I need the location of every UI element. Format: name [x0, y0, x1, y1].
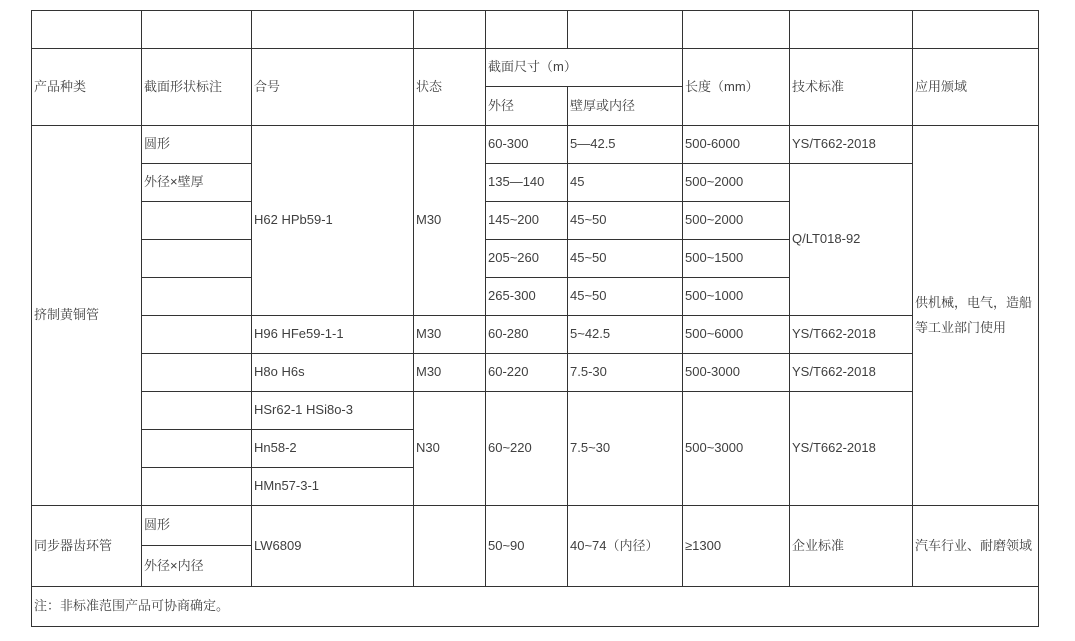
cell-shape-empty	[142, 392, 252, 430]
cell-product: 同步器齿环管	[32, 506, 142, 587]
product-spec-table	[31, 10, 1039, 627]
table-row	[32, 392, 1039, 430]
header-outer-diameter: 外径	[486, 87, 568, 126]
cell-wall: 45~50	[568, 202, 683, 240]
cell-empty	[414, 11, 486, 49]
cell-shape: 外径×内径	[142, 546, 252, 587]
cell-empty	[683, 11, 790, 49]
cell-od: 60~220	[486, 392, 568, 506]
cell-od: 60-280	[486, 316, 568, 354]
cell-length: ≥1300	[683, 506, 790, 587]
cell-shape: 外径×壁厚	[142, 164, 252, 202]
cell-length: 500-6000	[683, 126, 790, 164]
cell-length: 500-3000	[683, 354, 790, 392]
header-state: 状态	[414, 49, 486, 126]
cell-shape-empty	[142, 468, 252, 506]
cell-empty	[790, 11, 913, 49]
cell-grade: LW6809	[252, 506, 414, 587]
cell-empty	[252, 11, 414, 49]
cell-wall: 45~50	[568, 240, 683, 278]
table-row	[32, 316, 1039, 354]
cell-wall: 45~50	[568, 278, 683, 316]
cell-shape: 圆形	[142, 126, 252, 164]
table-row	[32, 164, 1039, 202]
cell-standard: YS/T662-2018	[790, 316, 913, 354]
cell-state: N30	[414, 392, 486, 506]
header-grade: 合号	[252, 49, 414, 126]
table-note-row	[32, 587, 1039, 627]
cell-grade: Hn58-2	[252, 430, 414, 468]
cell-wall: 7.5-30	[568, 354, 683, 392]
cell-application: 汽车行业、耐磨领域	[913, 506, 1039, 587]
header-standard: 技术标准	[790, 49, 913, 126]
cell-length: 500~2000	[683, 164, 790, 202]
cell-wall: 5~42.5	[568, 316, 683, 354]
cell-standard: 企业标准	[790, 506, 913, 587]
cell-standard: Q/LT018-92	[790, 164, 913, 316]
cell-length: 500~3000	[683, 392, 790, 506]
cell-od: 135—140	[486, 164, 568, 202]
cell-grade: H62 HPb59-1	[252, 126, 414, 316]
cell-shape-empty	[142, 316, 252, 354]
cell-application: 供机械，电气，造船等工业部门使用	[913, 126, 1039, 506]
cell-state-empty	[414, 506, 486, 587]
table-row	[32, 126, 1039, 164]
cell-empty	[486, 11, 568, 49]
cell-empty	[142, 11, 252, 49]
cell-od: 60-220	[486, 354, 568, 392]
cell-empty	[913, 11, 1039, 49]
cell-grade: H8o H6s	[252, 354, 414, 392]
cell-empty	[568, 11, 683, 49]
table-row	[32, 354, 1039, 392]
table-note: 注：非标准范围产品可协商确定。	[32, 587, 1039, 627]
cell-standard: YS/T662-2018	[790, 354, 913, 392]
cell-grade: H96 HFe59-1-1	[252, 316, 414, 354]
cell-od: 205~260	[486, 240, 568, 278]
cell-od: 265-300	[486, 278, 568, 316]
cell-length: 500~2000	[683, 202, 790, 240]
cell-wall: 40~74（内径）	[568, 506, 683, 587]
header-length: 长度（mm）	[683, 49, 790, 126]
cell-length: 500~1500	[683, 240, 790, 278]
cell-wall: 7.5~30	[568, 392, 683, 506]
cell-state: M30	[414, 316, 486, 354]
cell-shape-empty	[142, 240, 252, 278]
cell-shape: 圆形	[142, 506, 252, 546]
cell-product: 挤制黄铜管	[32, 126, 142, 506]
cell-wall: 45	[568, 164, 683, 202]
table-header-row	[32, 49, 1039, 87]
cell-state: M30	[414, 354, 486, 392]
cell-length: 500~6000	[683, 316, 790, 354]
cell-standard: YS/T662-2018	[790, 126, 913, 164]
cell-standard: YS/T662-2018	[790, 392, 913, 506]
cell-grade: HMn57-3-1	[252, 468, 414, 506]
cell-shape-empty	[142, 202, 252, 240]
table-row-empty	[32, 11, 1039, 49]
cell-od: 145~200	[486, 202, 568, 240]
header-wall-or-inner: 壁厚或内径	[568, 87, 683, 126]
cell-length: 500~1000	[683, 278, 790, 316]
cell-shape-empty	[142, 354, 252, 392]
header-application: 应用颁域	[913, 49, 1039, 126]
cell-grade: HSr62-1 HSi8o-3	[252, 392, 414, 430]
cell-empty	[32, 11, 142, 49]
cell-shape-empty	[142, 278, 252, 316]
header-section-size: 截面尺寸（m）	[486, 49, 683, 87]
cell-wall: 5—42.5	[568, 126, 683, 164]
cell-od: 60-300	[486, 126, 568, 164]
header-product-type: 产品种类	[32, 49, 142, 126]
cell-od: 50~90	[486, 506, 568, 587]
header-shape: 截面形状标注	[142, 49, 252, 126]
cell-state: M30	[414, 126, 486, 316]
table-row	[32, 506, 1039, 546]
cell-shape-empty	[142, 430, 252, 468]
